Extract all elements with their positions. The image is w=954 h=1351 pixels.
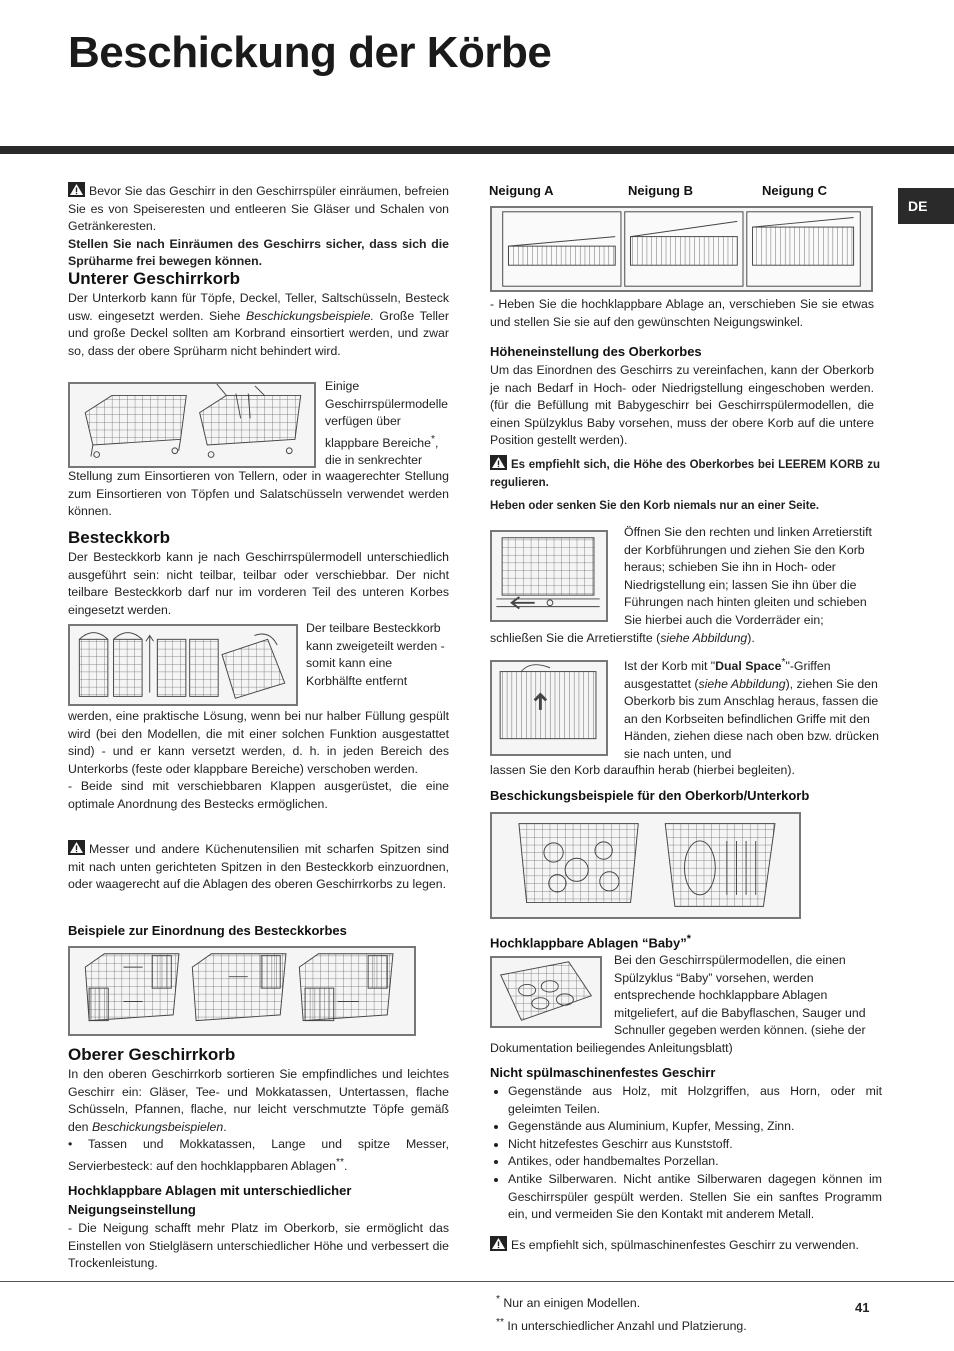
- baby-cont-text: Dokumentation beiliegendes Anleitungsblatt): [490, 1041, 733, 1055]
- cutlery-examples-illustration: [68, 946, 416, 1036]
- warning-icon: [490, 455, 507, 470]
- messer-warning-text: Messer und andere Küchenutensilien mit scharfen Spitzen sind mit nach unten gerichteten Spitzen in den Besteckkorb einzuordnen, oder waagerecht auf die Ablagen des oberen Geschirrkorbs zu legen.: [68, 842, 449, 892]
- baby-shelf-illustration: [490, 956, 602, 1028]
- page-number: 41: [855, 1300, 870, 1315]
- oberer-text-2: • Tassen und Mokkatassen, Lange und spitze Messer, Servierbesteck: auf den hochklappbaren Ablagen: [68, 1137, 449, 1174]
- dual-side-text: [624, 654, 882, 764]
- footer-rule: [0, 1281, 954, 1282]
- lower-basket-illustration: [68, 382, 316, 468]
- besteck-text: Der Besteckkorb kann je nach Geschirrspülermodell unterschiedlich ausgeführt sein: nicht teilbar, teilbar oder verschiebbar. Der nicht teilbare Besteckkorb darf nur im vorderen Teil des unteren Korbes eingesetzt werden.: [68, 550, 449, 617]
- neigung-label-c: Neigung C: [762, 183, 827, 198]
- intro-block: [68, 182, 449, 271]
- cutlery-basket-illustration: [68, 624, 298, 706]
- dual-space-illustration: [490, 660, 608, 756]
- oberer-star: **: [336, 1156, 344, 1168]
- dual-side-3: ), ziehen Sie den Oberkorb bis zum Anschlag heraus, fassen die an den Korbseiten befindlichen Griffe mit den Händen, ziehen diese nach oben bzw. drücken sie nach unten, und: [624, 676, 879, 762]
- neigung-text: - Heben Sie die hochklappbare Ablage an, verschieben Sie sie etwas und stellen Sie sie auf den gewünschten Neigungswinkel.: [490, 297, 874, 329]
- messer-warning-block: [68, 840, 449, 894]
- dual-side-2: "-Griffen ausgestattet (: [624, 659, 831, 691]
- hochklapp-title: Hochklappbare Ablagen mit unterschiedlicher Neigungseinstellung: [68, 1183, 352, 1217]
- footnotes: [496, 1290, 747, 1336]
- basket-lock-illustration: [490, 530, 608, 622]
- warning-icon: [68, 182, 85, 197]
- section-title-oberer: Oberer Geschirrkorb: [68, 1045, 236, 1064]
- warning-icon: [490, 1236, 507, 1251]
- unterer-side-text: [325, 378, 453, 470]
- unterer-cont-text: Stellung zum Einsortieren von Tellern, oder in waagerechter Stellung zum Einsortieren von Töpfen und Salatschüsseln verwendet werden können.: [68, 469, 449, 519]
- section-title-besteck: Besteckkorb: [68, 528, 171, 547]
- hoehe-warning-text: Es empfiehlt sich, die Höhe des Oberkorbes bei LEEREM KORB zu regulieren.: [490, 459, 880, 489]
- besteck-cont-2: - Beide sind mit verschiebbaren Klappen ausgerüstet, die eine optimale Anordnung des Bestecks ermöglichen.: [68, 779, 449, 811]
- loading-examples-illustration: [490, 812, 801, 919]
- nicht-list: [490, 1083, 882, 1224]
- header-bar: [0, 146, 954, 154]
- list-item: • Gegenstände aus Aluminium, Kupfer, Messing, Zinn.: [508, 1118, 882, 1136]
- neigung-label-b: Neigung B: [628, 183, 693, 198]
- besteck-cont-text: [68, 708, 449, 814]
- nicht-title: Nicht spülmaschinenfestes Geschirr: [490, 1065, 716, 1080]
- baby-title: [490, 930, 691, 952]
- intro-warning-text: Bevor Sie das Geschirr in den Geschirrspüler einräumen, befreien Sie es von Speiseresten und entleeren Sie Gläser und Schalen von Getränkeresten.: [68, 184, 449, 234]
- arret-cont-text: [490, 630, 874, 648]
- intro-bold-text: Stellen Sie nach Einräumen des Geschirrs sicher, dass sich die Sprüharme frei bewegen können.: [68, 236, 449, 269]
- footnote-1-mark: *: [496, 1294, 500, 1305]
- beschick-title: Beschickungsbeispiele für den Oberkorb/Unterkorb: [490, 788, 810, 803]
- section-title-unterer: Unterer Geschirrkorb: [68, 269, 240, 288]
- baby-star: *: [686, 933, 691, 945]
- dual-side-1: Ist der Korb mit ": [624, 659, 716, 674]
- baby-side-text: Bei den Geschirrspülermodellen, die einen Spülzyklus “Baby” vorsehen, werden entsprechende hochklappbare Ablagen mitgeliefert, auf die Babyflaschen, Sauger und Schnuller gegeben werden können. (siehe der: [614, 953, 866, 1038]
- hoehe-text: Um das Einordnen des Geschirrs zu vereinfachen, kann der Oberkorb je nach Bedarf in Hoch- oder Niedrigstellung eingeschoben werden. (für die Befüllung mit Babygeschirr bei Geschirrspülermodellen, die einen Spülzyklus Baby vorsehen, muss der obere Korb auf die untere Position gestellt werden).: [490, 363, 874, 448]
- final-warning-text: Es empfiehlt sich, spülmaschinenfestes Geschirr zu verwenden.: [511, 1238, 859, 1252]
- beispiele-title: Beispiele zur Einordnung des Besteckkorbes: [68, 923, 347, 938]
- unterer-link: Beschickungsbeispiele.: [246, 308, 374, 323]
- arret-cont-end: ).: [747, 631, 755, 645]
- neigung-label-a: Neigung A: [489, 183, 554, 198]
- unterer-side-2: , die in senkrechter: [325, 435, 439, 468]
- unterer-side: Einige Geschirrspülermodelle verfügen über klappbare Bereiche: [325, 379, 449, 450]
- language-tab: DE: [898, 188, 954, 224]
- arret-cont: schließen Sie die Arretierstifte (: [490, 631, 661, 645]
- oberer-text-1: In den oberen Geschirrkorb sortieren Sie empfindliches und leichtes Geschirr ein: Gläser, Tee- und Mokkatassen, Untertassen, flache Schüsseln, Pfannen, flache, nur leicht verschmutzte Töpfe gemäß den: [68, 1067, 449, 1134]
- besteck-side-text: Der teilbare Besteckkorb kann zweigeteilt werden - somit kann eine Korbhälfte entfernt: [306, 621, 445, 688]
- list-item: • Antikes, oder handbemaltes Porzellan.: [508, 1153, 882, 1171]
- final-warning-block: [490, 1236, 882, 1255]
- hoehe-warning-block: [490, 455, 880, 516]
- unterer-side-star: *: [430, 433, 435, 445]
- list-item: • Nicht hitzefestes Geschirr aus Kunststoff.: [508, 1136, 882, 1154]
- besteck-cont-1: werden, eine praktische Lösung, wenn bei nur halber Füllung gespült wird (bei den Modellen, die mit einer solchen Funktion ausgestattet sind) - und er kann versetzt werden, d. h. in jeden Bereich des Unterkorbs (feste oder klappbare Bereiche) verschoben werden.: [68, 709, 449, 776]
- list-item: • Antike Silberwaren. Nicht antike Silberwaren dagegen können im Geschirrspüler gespült werden. Stellen Sie ein sanftes Programm ein, und vermeiden Sie den Kontakt mit anderem Metall.: [508, 1171, 882, 1224]
- hoehe-title: Höheneinstellung des Oberkorbes: [490, 344, 702, 359]
- dual-star: *: [781, 657, 786, 668]
- dual-link: siehe Abbildung: [698, 676, 786, 691]
- dual-cont-text: lassen Sie den Korb daraufhin herab (hierbei begleiten).: [490, 763, 795, 777]
- unterer-text: [68, 290, 449, 360]
- footnote-1: Nur an einigen Modellen.: [503, 1296, 641, 1311]
- page-title: Beschickung der Körbe: [68, 28, 552, 77]
- footnote-2: In unterschiedlicher Anzahl und Platzierung.: [507, 1319, 747, 1334]
- hochklapp-text: - Die Neigung schafft mehr Platz im Oberkorb, sie ermöglicht das Einstellen von Stielgläsern unterschiedlicher Höhe und verbessert die Trockenleistung.: [68, 1221, 449, 1271]
- dual-space-term: Dual Space: [715, 659, 782, 674]
- unterer-text-1: Der Unterkorb kann für Töpfe, Deckel, Teller, Saltschüsseln, Besteck usw. eingesetzt werden. Siehe: [68, 291, 449, 323]
- oberer-text: In den oberen Geschirrkorb sortieren Sie empfindliches und leichtes Geschirr ein: Gläser, Tee- und Mokkatassen, Untertassen, flache Schüsseln, Pfannen, flache, nur leicht verschmutzte Töpfe gemäß den Beschickungsbeispielen. • Tassen und Mokkatassen, Lange und spitze Messer, Servierbesteck: auf den hochklappbaren Ablagen**.: [68, 1067, 449, 1174]
- warning-icon: [68, 840, 85, 855]
- nicht-list-block: [490, 1083, 882, 1224]
- unterer-text-2: Große Teller und große Deckel sollten am Korbrand einsortiert werden, und zwar so, dass der obere Sprüharm nicht behindert wird.: [68, 308, 449, 358]
- list-item: • Gegenstände aus Holz, mit Holzgriffen, aus Horn, oder mit geleimten Teilen.: [508, 1083, 882, 1118]
- hoehe-bold-text: Heben oder senken Sie den Korb niemals nur an einer Seite.: [490, 500, 820, 513]
- oberer-link: Beschickungsbeispielen: [91, 1119, 224, 1134]
- arret-side-text: Öffnen Sie den rechten und linken Arretierstift der Korbführungen und ziehen Sie den Korb heraus; schieben Sie ihn in Hoch- oder Niedrigstellung ein; lassen Sie ihn über die Führungen nach hinten gleiten und schieben Sie hierbei auch die Vorderräder ein;: [624, 525, 872, 627]
- tilt-shelf-illustration: [490, 206, 873, 292]
- arret-link: siehe Abbildung: [660, 631, 748, 645]
- footnote-2-mark: **: [496, 1317, 504, 1329]
- baby-title-text: Hochklappbare Ablagen “Baby”: [490, 935, 687, 951]
